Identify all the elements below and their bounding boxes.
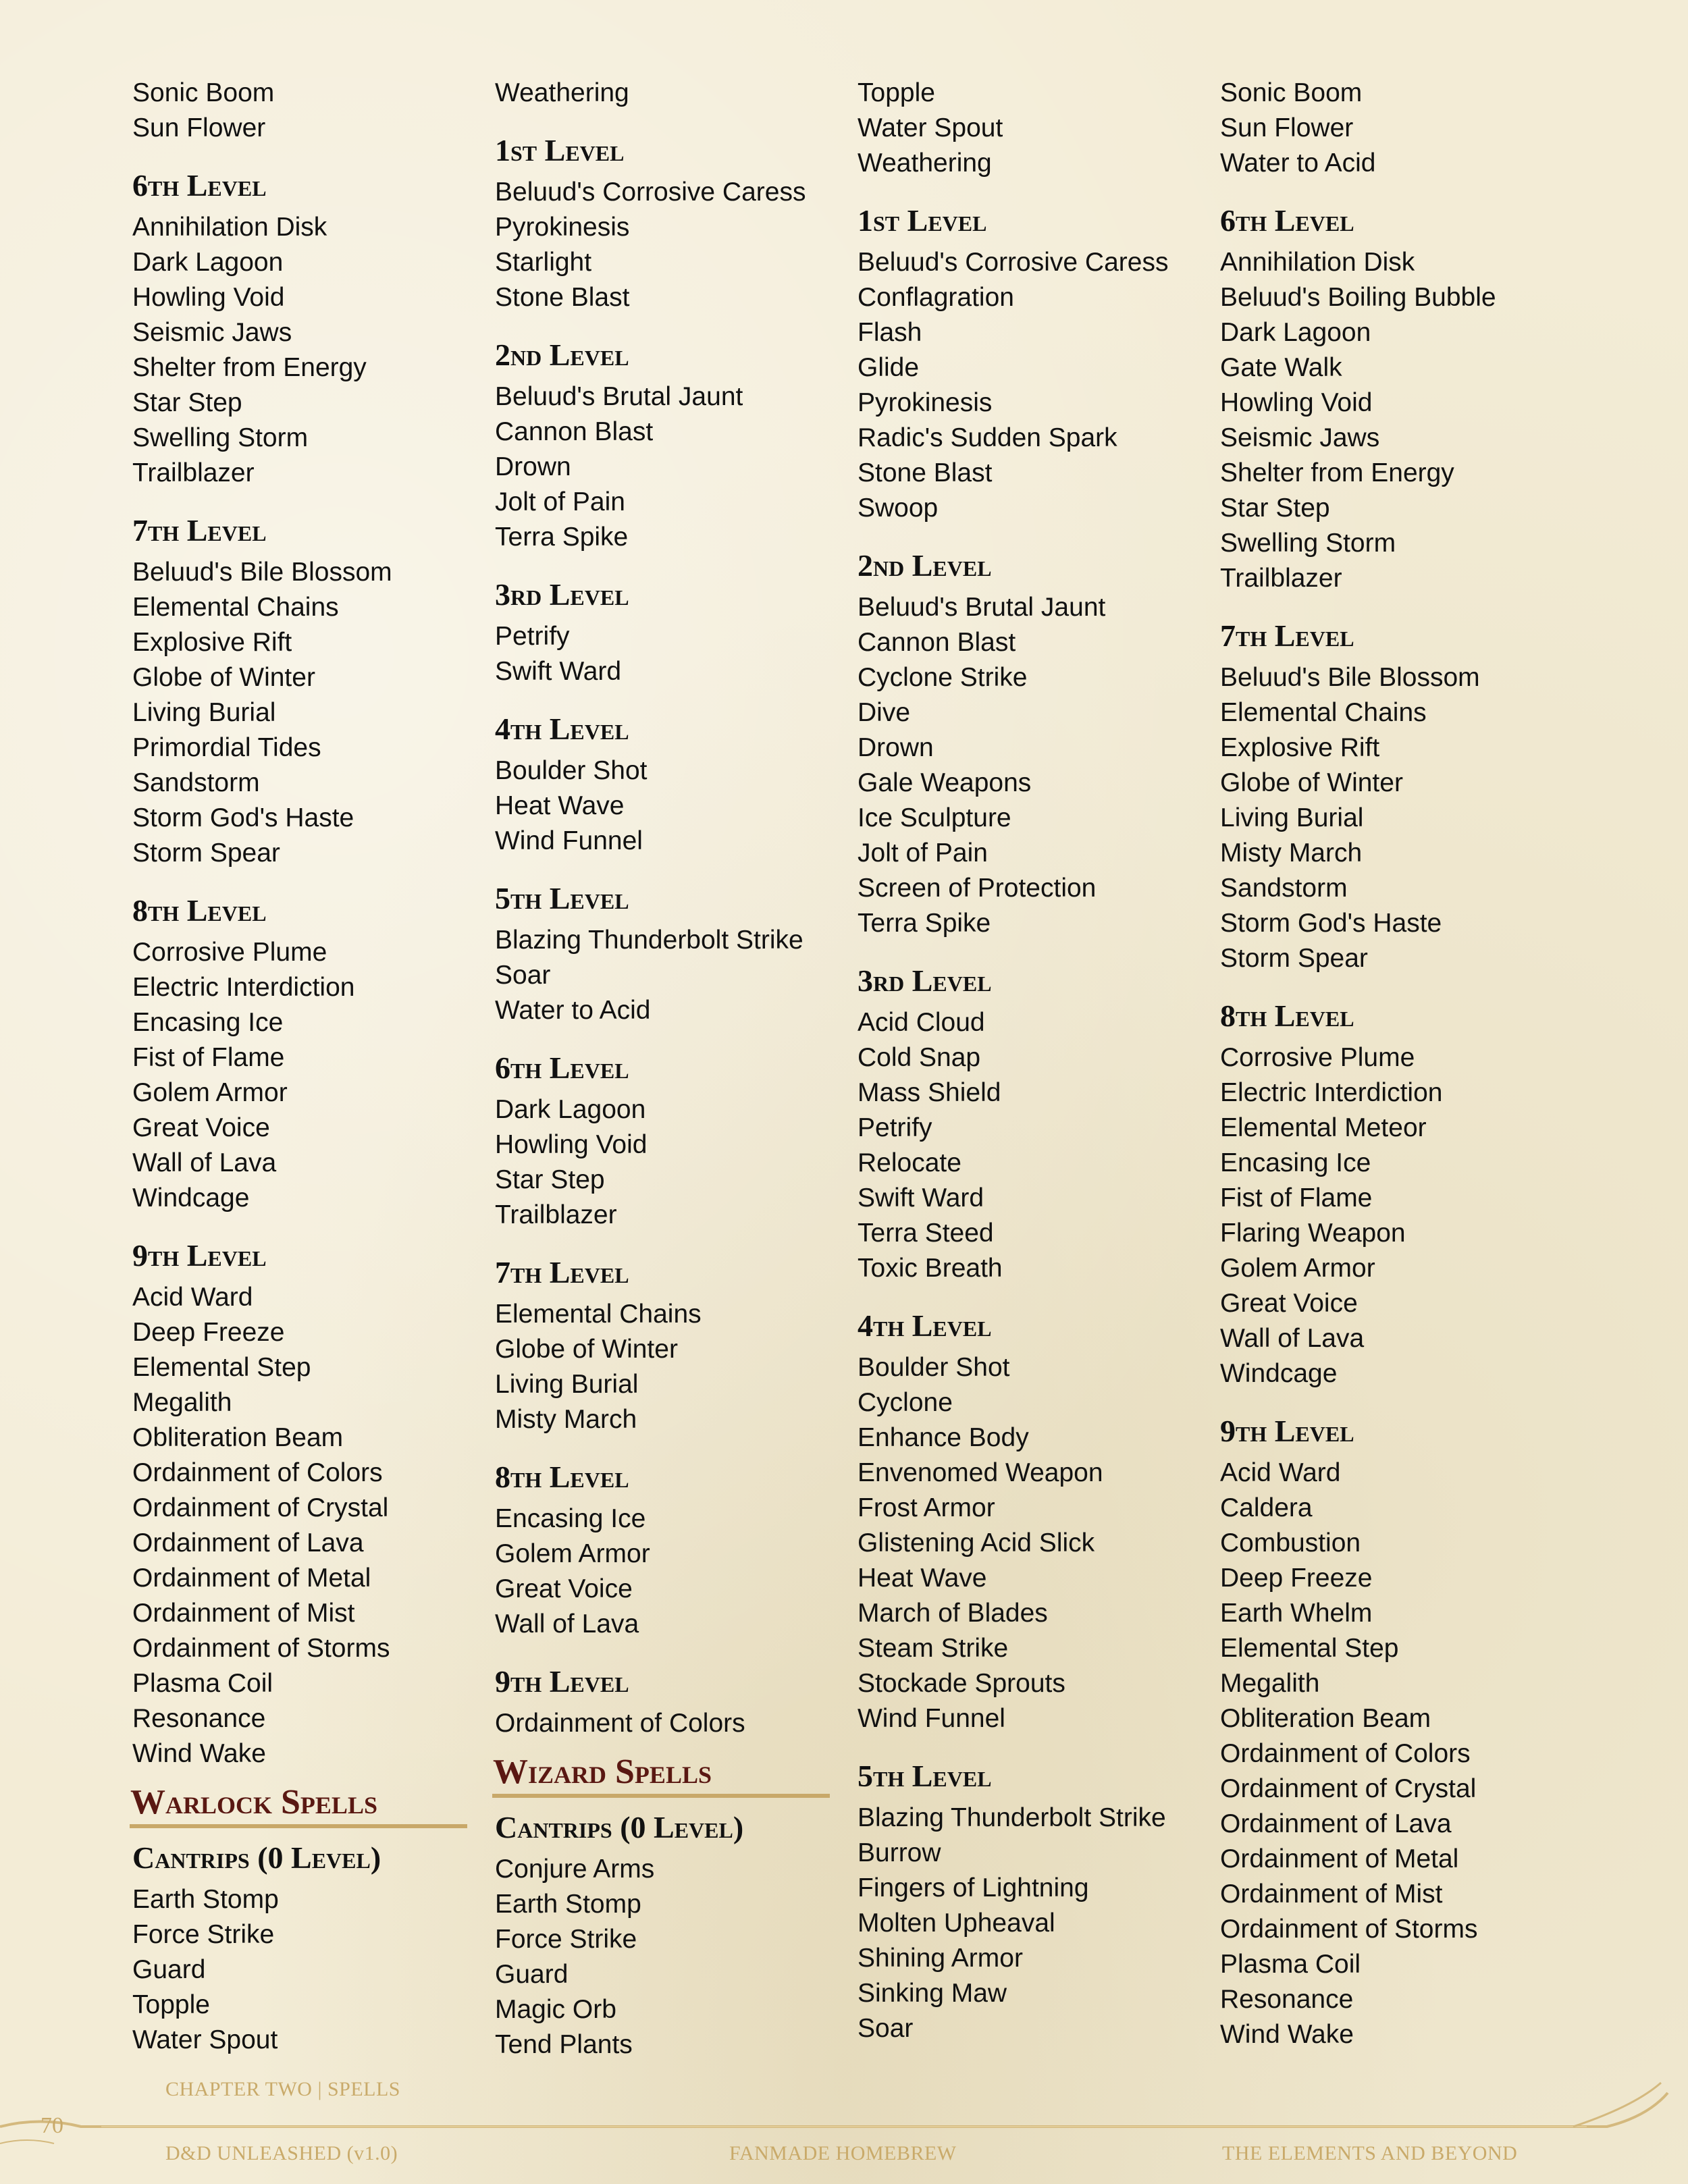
spell-name: Dive [858,698,911,727]
spell-name: Radic's Sudden Spark [858,423,1117,452]
spell-name: Ordainment of Crystal [132,1493,389,1522]
spell-name: Sonic Boom [132,78,275,107]
spell-name: Swelling Storm [1220,529,1396,558]
book-title: D&D UNLEASHED (v1.0) [165,2142,398,2164]
spell-name: Terra Steed [858,1219,994,1248]
spell-name: Swift Ward [858,1183,984,1213]
spell-name: Acid Ward [132,1283,253,1312]
spell-name: Golem Armor [132,1078,288,1107]
spell-name: Fist of Flame [132,1043,285,1072]
spell-name: Trailblazer [132,458,255,487]
level-heading: 3rd Level [858,963,992,998]
spell-name: Elemental Step [1220,1634,1399,1663]
spell-name: Drown [495,452,571,481]
level-heading: 6th Level [132,168,267,203]
spell-name: Wind Wake [132,1739,266,1768]
spell-name: Beluud's Corrosive Caress [495,178,806,207]
level-heading: 8th Level [495,1460,629,1494]
spell-name: Encasing Ice [132,1008,284,1037]
spell-name: Ordainment of Metal [132,1564,371,1593]
spell-name: Resonance [1220,1985,1354,2014]
spell-name: Weathering [495,78,629,107]
spell-name: Water Spout [132,2025,278,2054]
level-heading: 7th Level [132,513,267,548]
spell-name: Beluud's Bile Blossom [132,558,392,587]
spell-name: Heat Wave [858,1564,987,1593]
spell-name: Cyclone [858,1388,953,1417]
spell-name: Sonic Boom [1220,78,1363,107]
spell-name: Ordainment of Colors [495,1709,745,1738]
footer-center-label: FANMADE HOMEBREW [729,2142,957,2164]
spell-name: Wall of Lava [1220,1324,1365,1353]
level-heading: 2nd Level [495,338,629,372]
spell-name: Deep Freeze [132,1318,285,1347]
spell-name: Envenomed Weapon [858,1458,1103,1487]
level-heading: 1st Level [495,133,625,167]
level-heading: 9th Level [495,1664,629,1699]
spell-name: Combustion [1220,1528,1361,1557]
spell-name: Shelter from Energy [132,353,367,382]
spell-name: Earth Stomp [495,1890,641,1919]
spell-name: Shelter from Energy [1220,458,1454,487]
spell-name: Stockade Sprouts [858,1669,1065,1698]
spell-name: Acid Cloud [858,1008,985,1037]
level-heading: Cantrips (0 Level) [495,1810,744,1844]
spell-name: Elemental Meteor [1220,1113,1427,1142]
spell-name: Conflagration [858,283,1014,312]
spell-name: Golem Armor [1220,1254,1375,1283]
spell-name: Howling Void [132,283,285,312]
spell-name: Obliteration Beam [1220,1704,1431,1733]
spell-name: Storm Spear [1220,944,1368,973]
level-heading: 7th Level [495,1255,629,1289]
spell-name: March of Blades [858,1599,1048,1628]
spell-name: Enhance Body [858,1423,1029,1452]
spell-name: Corrosive Plume [1220,1043,1415,1072]
spell-name: Ordainment of Storms [132,1634,390,1663]
spell-name: Fingers of Lightning [858,1873,1089,1902]
spell-name: Earth Stomp [132,1885,279,1914]
spell-name: Living Burial [495,1370,639,1399]
footer-right-label: THE ELEMENTS AND BEYOND [1222,2142,1518,2164]
spell-name: Pyrokinesis [858,388,993,417]
spell-name: Seismic Jaws [132,318,292,347]
spell-name: Toxic Breath [858,1254,1003,1283]
spell-name: Wind Funnel [495,826,643,855]
spell-name: Dark Lagoon [495,1095,646,1124]
level-heading: 9th Level [132,1238,267,1273]
spell-name: Gate Walk [1220,353,1342,382]
spell-name: Plasma Coil [1220,1950,1361,1979]
spell-name: Sandstorm [1220,874,1348,903]
spell-name: Beluud's Brutal Jaunt [495,382,743,411]
spell-name: Frost Armor [858,1493,995,1522]
spell-name: Petrify [858,1113,932,1142]
spell-name: Megalith [132,1388,232,1417]
spell-name: Cannon Blast [858,628,1016,657]
spell-name: Boulder Shot [858,1353,1010,1382]
spell-name: Obliteration Beam [132,1423,344,1452]
spell-name: Sun Flower [1220,113,1354,142]
spell-name: Ordainment of Metal [1220,1844,1459,1873]
spell-name: Jolt of Pain [495,487,625,516]
spell-name: Earth Whelm [1220,1599,1373,1628]
spell-name: Soar [858,2014,914,2043]
spell-name: Dark Lagoon [1220,318,1371,347]
spell-name: Globe of Winter [132,663,315,692]
spell-name: Star Step [1220,494,1330,523]
spell-name: Annihilation Disk [132,213,327,242]
spell-name: Boulder Shot [495,756,648,785]
level-heading: 5th Level [858,1759,992,1793]
spell-name: Misty March [1220,838,1363,868]
spell-name: Trailblazer [495,1200,617,1229]
spell-name: Beluud's Boiling Bubble [1220,283,1496,312]
spell-name: Living Burial [1220,803,1364,832]
spell-name: Shining Armor [858,1944,1023,1973]
class-section-heading: Warlock Spells [130,1783,377,1821]
spell-name: Mass Shield [858,1078,1001,1107]
spell-name: Ice Sculpture [858,803,1011,832]
spell-name: Elemental Chains [1220,698,1427,727]
spell-name: Flash [858,318,922,347]
spell-name: Ordainment of Lava [132,1528,364,1557]
spell-name: Tend Plants [495,2030,633,2059]
spell-name: Blazing Thunderbolt Strike [495,926,803,955]
spell-name: Storm God's Haste [1220,909,1442,938]
spell-name: Glistening Acid Slick [858,1528,1095,1557]
spell-name: Burrow [858,1838,941,1867]
spell-name: Guard [495,1960,569,1989]
spell-name: Force Strike [495,1925,637,1954]
spell-name: Trailblazer [1220,564,1342,593]
level-heading: Cantrips (0 Level) [132,1840,381,1875]
spell-name: Corrosive Plume [132,938,327,967]
spell-name: Stone Blast [858,458,993,487]
spell-name: Cyclone Strike [858,663,1028,692]
spell-name: Cold Snap [858,1043,981,1072]
spell-name: Seismic Jaws [1220,423,1380,452]
spell-name: Wind Funnel [858,1704,1005,1733]
spell-name: Screen of Protection [858,874,1097,903]
spell-name: Swoop [858,494,939,523]
spell-name: Jolt of Pain [858,838,988,868]
chapter-label: CHAPTER TWO | SPELLS [165,2078,400,2100]
spell-name: Sandstorm [132,768,260,797]
spell-name: Relocate [858,1148,961,1177]
class-section-heading: Wizard Spells [493,1753,712,1791]
spell-name: Molten Upheaval [858,1909,1055,1938]
spell-name: Encasing Ice [495,1504,646,1533]
level-heading: 6th Level [1220,203,1354,238]
level-heading: 9th Level [1220,1414,1354,1448]
spell-name: Explosive Rift [132,628,292,657]
spell-name: Ordainment of Mist [132,1599,355,1628]
spell-name: Deep Freeze [1220,1564,1373,1593]
section-divider [492,1794,830,1798]
spell-name: Explosive Rift [1220,733,1380,762]
spell-name: Resonance [132,1704,266,1733]
spell-name: Acid Ward [1220,1458,1341,1487]
spell-name: Howling Void [1220,388,1373,417]
spell-name: Weathering [858,149,992,178]
level-heading: 1st Level [858,203,987,238]
spell-name: Wind Wake [1220,2020,1354,2049]
spell-name: Great Voice [1220,1289,1358,1318]
spell-name: Heat Wave [495,791,625,820]
level-heading: 6th Level [495,1050,629,1085]
spell-name: Storm Spear [132,838,280,868]
spell-name: Drown [858,733,934,762]
spell-name: Dark Lagoon [132,248,284,277]
spell-name: Globe of Winter [1220,768,1403,797]
level-heading: 4th Level [858,1308,992,1343]
spell-name: Petrify [495,622,570,651]
page-number: 70 [41,2113,63,2138]
spell-name: Swelling Storm [132,423,309,452]
spell-name: Pyrokinesis [495,213,630,242]
spell-name: Encasing Ice [1220,1148,1371,1177]
spell-name: Megalith [1220,1669,1320,1698]
spell-name: Wall of Lava [495,1609,639,1639]
spell-name: Great Voice [132,1113,270,1142]
level-heading: 2nd Level [858,548,992,583]
spell-name: Magic Orb [495,1995,616,2024]
spell-name: Plasma Coil [132,1669,273,1698]
spell-name: Elemental Chains [132,593,339,622]
spell-name: Star Step [495,1165,605,1194]
spell-name: Beluud's Bile Blossom [1220,663,1480,692]
spell-name: Cannon Blast [495,417,654,446]
spell-name: Water to Acid [495,996,651,1025]
spell-name: Sinking Maw [858,1979,1007,2008]
spell-name: Force Strike [132,1920,275,1949]
spell-name: Ordainment of Crystal [1220,1774,1477,1803]
spell-name: Electric Interdiction [1220,1078,1443,1107]
spell-name: Topple [132,1990,210,2019]
spell-name: Flaring Weapon [1220,1219,1406,1248]
spell-name: Star Step [132,388,242,417]
spell-name: Windcage [1220,1359,1338,1388]
spell-name: Guard [132,1955,206,1984]
spell-name: Soar [495,961,551,990]
level-heading: 4th Level [495,712,629,746]
level-heading: 5th Level [495,881,629,915]
level-heading: 8th Level [1220,998,1354,1033]
spell-name: Sun Flower [132,113,266,142]
spell-name: Wall of Lava [132,1148,277,1177]
spell-name: Water Spout [858,113,1003,142]
spell-name: Windcage [132,1183,250,1213]
spell-name: Globe of Winter [495,1335,678,1364]
spell-name: Ordainment of Colors [132,1458,383,1487]
spell-name: Water to Acid [1220,149,1376,178]
spell-name: Living Burial [132,698,276,727]
spell-name: Ordainment of Colors [1220,1739,1471,1768]
spell-name: Starlight [495,248,592,277]
spell-name: Great Voice [495,1574,633,1603]
spell-name: Storm God's Haste [132,803,354,832]
spell-name: Terra Spike [495,523,629,552]
spell-name: Electric Interdiction [132,973,355,1002]
level-heading: 8th Level [132,893,267,928]
spell-name: Ordainment of Mist [1220,1880,1443,1909]
spell-name: Terra Spike [858,909,991,938]
spell-name: Swift Ward [495,657,622,686]
spell-name: Annihilation Disk [1220,248,1415,277]
level-heading: 3rd Level [495,577,629,612]
spell-name: Beluud's Brutal Jaunt [858,593,1106,622]
spell-name: Caldera [1220,1493,1313,1522]
spell-name: Misty March [495,1405,637,1434]
section-divider [130,1824,467,1828]
spell-name: Ordainment of Lava [1220,1809,1452,1838]
spell-name: Topple [858,78,935,107]
spell-name: Primordial Tides [132,733,321,762]
spell-name: Elemental Chains [495,1300,702,1329]
spell-name: Ordainment of Storms [1220,1915,1478,1944]
spell-name: Beluud's Corrosive Caress [858,248,1169,277]
spell-name: Conjure Arms [495,1855,655,1884]
spell-name: Glide [858,353,920,382]
spell-name: Blazing Thunderbolt Strike [858,1803,1166,1832]
spell-name: Golem Armor [495,1539,650,1568]
spell-name: Stone Blast [495,283,630,312]
spell-name: Elemental Step [132,1353,311,1382]
spell-name: Howling Void [495,1130,648,1159]
level-heading: 7th Level [1220,618,1354,653]
spell-name: Steam Strike [858,1634,1009,1663]
spell-name: Gale Weapons [858,768,1032,797]
spell-name: Fist of Flame [1220,1183,1373,1213]
